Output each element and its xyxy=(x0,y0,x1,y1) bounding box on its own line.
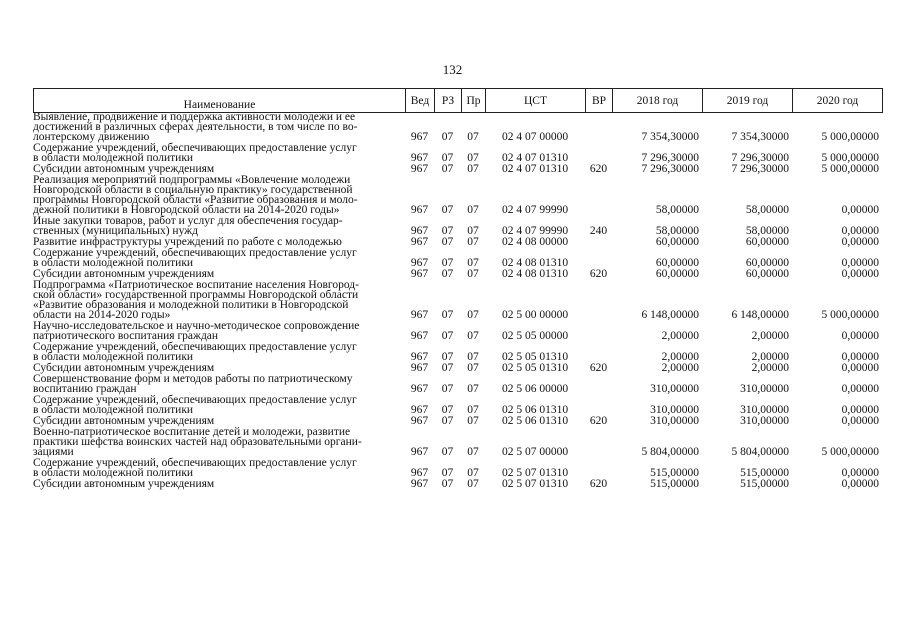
row-2019: 7 296,30000 xyxy=(731,152,789,164)
row-name xyxy=(33,342,405,363)
row-2018: 58,00000 xyxy=(655,204,699,216)
row-cst: 02 4 07 99990 xyxy=(501,204,569,216)
row-name xyxy=(33,280,405,321)
row-2020: 0,00000 xyxy=(841,330,879,342)
row-name-line: ской области» государственной программы Новгородской области xyxy=(33,289,359,301)
row-pr: 07 xyxy=(467,404,479,416)
row-ved: 967 xyxy=(410,415,429,427)
row-2019: 515,00000 xyxy=(740,478,789,490)
row-pr: 07 xyxy=(467,383,479,395)
row-2020: 5 000,00000 xyxy=(821,163,879,175)
row-2019: 58,00000 xyxy=(745,204,789,216)
row-2020: 0,00000 xyxy=(841,225,879,237)
row-cst: 02 5 07 01310 xyxy=(501,478,569,490)
row-name-line: ственных (муниципальных) нужд xyxy=(33,225,198,237)
row-name-line: Содержание учреждений, обеспечивающих предоставление услуг xyxy=(33,142,357,154)
row-name-line: дежной политики в Новгородской области на 2014-2020 годы» xyxy=(33,204,340,216)
row-cst: 02 5 06 00000 xyxy=(501,383,569,395)
row-name-line: Содержание учреждений, обеспечивающих предоставление услуг xyxy=(33,247,357,259)
row-ved: 967 xyxy=(410,404,429,416)
row-2020: 5 000,00000 xyxy=(821,446,879,458)
row-2019: 7 354,30000 xyxy=(731,131,789,143)
row-name-line: в области молодежной политики xyxy=(33,351,194,363)
row-rz: 07 xyxy=(441,404,454,416)
row-2019: 310,00000 xyxy=(740,415,789,427)
row-rz: 07 xyxy=(441,362,454,374)
table-row xyxy=(33,248,882,269)
row-pr: 07 xyxy=(467,163,479,175)
header-vr: ВР xyxy=(586,89,613,113)
row-vr xyxy=(585,458,612,479)
row-vr xyxy=(585,112,612,143)
row-name-line: Иные закупки товаров, работ и услуг для обеспечения государ- xyxy=(33,215,343,227)
row-name-line: в области молодежной политики xyxy=(33,467,194,479)
table-row xyxy=(33,479,882,490)
table-row xyxy=(33,374,882,395)
row-2020: 0,00000 xyxy=(841,268,879,280)
row-pr: 07 xyxy=(467,236,479,248)
row-2019: 5 804,00000 xyxy=(731,446,789,458)
row-vr xyxy=(585,280,612,321)
row-2018: 60,00000 xyxy=(655,268,699,280)
table-row xyxy=(33,143,882,164)
row-pr: 07 xyxy=(467,362,479,374)
header-2020: 2020 год xyxy=(793,89,883,113)
row-rz: 07 xyxy=(441,467,454,479)
table-row xyxy=(33,112,882,143)
row-pr: 07 xyxy=(467,152,479,164)
row-vr: 620 xyxy=(589,415,608,427)
row-name xyxy=(33,458,405,479)
row-name xyxy=(33,395,405,416)
row-2020: 0,00000 xyxy=(841,467,879,479)
row-2019: 58,00000 xyxy=(745,225,789,237)
row-cst: 02 5 05 01310 xyxy=(501,362,569,374)
row-2018: 60,00000 xyxy=(655,257,699,269)
row-2020: 0,00000 xyxy=(841,415,879,427)
row-rz: 07 xyxy=(441,268,454,280)
row-rz: 07 xyxy=(441,330,454,342)
row-ved: 967 xyxy=(410,446,429,458)
row-2020: 5 000,00000 xyxy=(821,131,879,143)
row-2018: 2,00000 xyxy=(661,351,699,363)
row-pr: 07 xyxy=(467,131,479,143)
table-row xyxy=(33,321,882,342)
row-name-line: Совершенствование форм и методов работы по патриотическому xyxy=(33,373,353,385)
row-2018: 310,00000 xyxy=(650,383,699,395)
row-name-line: в области молодежной политики xyxy=(33,257,194,269)
row-name-line: Субсидии автономным учреждениям xyxy=(33,362,215,374)
row-name-line: Содержание учреждений, обеспечивающих предоставление услуг xyxy=(33,457,357,469)
row-pr: 07 xyxy=(467,478,479,490)
row-rz: 07 xyxy=(441,478,454,490)
row-vr: 620 xyxy=(589,163,608,175)
header-cst: ЦСТ xyxy=(486,89,586,113)
row-2018: 310,00000 xyxy=(650,404,699,416)
row-ved: 967 xyxy=(410,257,429,269)
row-2019: 310,00000 xyxy=(740,383,789,395)
row-cst: 02 4 08 01310 xyxy=(501,257,569,269)
header-rz: РЗ xyxy=(435,89,462,113)
row-vr xyxy=(585,237,612,248)
row-rz: 07 xyxy=(441,383,454,395)
row-2018: 7 296,30000 xyxy=(641,163,699,175)
header-2018: 2018 год xyxy=(613,89,703,113)
row-ved: 967 xyxy=(410,152,429,164)
row-cst: 02 5 06 01310 xyxy=(501,404,569,416)
row-pr: 07 xyxy=(467,225,479,237)
header-pr: Пр xyxy=(462,89,486,113)
row-name-line: Субсидии автономным учреждениям xyxy=(33,163,215,175)
row-vr xyxy=(585,427,612,458)
row-name-line: области на 2014-2020 годы» xyxy=(33,309,171,321)
table-row xyxy=(33,342,882,363)
row-ved: 967 xyxy=(410,225,429,237)
row-name-line: патриотического воспитания граждан xyxy=(33,330,219,342)
row-2020: 0,00000 xyxy=(841,362,879,374)
row-ved: 967 xyxy=(410,478,429,490)
row-name xyxy=(33,479,405,490)
row-name-line: Научно-исследовательское и научно-методическое сопровождение xyxy=(33,320,360,332)
row-name xyxy=(33,427,405,458)
row-name-line: воспитанию граждан xyxy=(33,383,137,395)
row-name-line: Субсидии автономным учреждениям xyxy=(33,268,215,280)
row-name-line: Военно-патриотическое воспитание детей и молодежи, развитие xyxy=(33,426,351,438)
row-name xyxy=(33,175,405,216)
row-cst: 02 5 07 00000 xyxy=(501,446,569,458)
table-row xyxy=(33,395,882,416)
row-cst: 02 5 05 00000 xyxy=(501,330,569,342)
row-vr: 620 xyxy=(589,478,608,490)
row-cst: 02 4 07 01310 xyxy=(501,152,569,164)
row-2020: 0,00000 xyxy=(841,351,879,363)
row-name-line: лонтерскому движению xyxy=(33,131,150,143)
row-rz: 07 xyxy=(441,415,454,427)
row-ved: 967 xyxy=(410,204,429,216)
row-vr xyxy=(585,175,612,216)
row-2018: 58,00000 xyxy=(655,225,699,237)
header-name: Наименование xyxy=(34,89,406,113)
table-row xyxy=(33,280,882,321)
row-2020: 5 000,00000 xyxy=(821,309,879,321)
row-name xyxy=(33,321,405,342)
row-rz: 07 xyxy=(441,163,454,175)
row-vr xyxy=(585,321,612,342)
row-name-line: программы Новгородской области «Развитие образования и моло- xyxy=(33,194,358,206)
row-vr xyxy=(585,143,612,164)
row-name-line: достижений в различных сферах деятельности, в том числе по во- xyxy=(33,121,358,133)
row-pr: 07 xyxy=(467,257,479,269)
row-name-line: Содержание учреждений, обеспечивающих предоставление услуг xyxy=(33,341,357,353)
row-cst: 02 4 07 00000 xyxy=(501,131,569,143)
row-2018: 2,00000 xyxy=(661,362,699,374)
page-number: 132 xyxy=(442,62,463,77)
row-name xyxy=(33,112,405,143)
row-2020: 0,00000 xyxy=(841,383,879,395)
row-pr: 07 xyxy=(467,415,479,427)
row-cst: 02 5 00 00000 xyxy=(501,309,569,321)
row-2019: 6 148,00000 xyxy=(731,309,789,321)
row-ved: 967 xyxy=(410,236,429,248)
row-2019: 60,00000 xyxy=(745,236,789,248)
row-vr: 620 xyxy=(589,268,608,280)
row-ved: 967 xyxy=(410,268,429,280)
budget-table xyxy=(33,112,882,490)
row-cst: 02 5 06 01310 xyxy=(501,415,569,427)
row-rz: 07 xyxy=(441,351,454,363)
row-ved: 967 xyxy=(410,383,429,395)
row-name-line: Содержание учреждений, обеспечивающих предоставление услуг xyxy=(33,394,357,406)
row-2019: 515,00000 xyxy=(740,467,789,479)
header-ved: Вед xyxy=(406,89,435,113)
row-ved: 967 xyxy=(410,309,429,321)
row-2020: 0,00000 xyxy=(841,257,879,269)
row-2019: 60,00000 xyxy=(745,268,789,280)
row-cst: 02 5 07 01310 xyxy=(501,467,569,479)
row-name xyxy=(33,216,405,237)
row-name-line: Субсидии автономным учреждениям xyxy=(33,478,215,490)
row-2019: 60,00000 xyxy=(745,257,789,269)
row-pr: 07 xyxy=(467,330,479,342)
row-cst: 02 5 05 01310 xyxy=(501,351,569,363)
row-vr: 620 xyxy=(589,362,608,374)
row-ved: 967 xyxy=(410,467,429,479)
row-rz: 07 xyxy=(441,225,454,237)
row-pr: 07 xyxy=(467,467,479,479)
row-name-line: зациями xyxy=(33,446,74,458)
row-2020: 0,00000 xyxy=(841,236,879,248)
row-2020: 0,00000 xyxy=(841,204,879,216)
row-pr: 07 xyxy=(467,351,479,363)
row-ved: 967 xyxy=(410,131,429,143)
row-vr xyxy=(585,374,612,395)
table-row xyxy=(33,458,882,479)
row-cst: 02 4 07 99990 xyxy=(501,225,569,237)
row-pr: 07 xyxy=(467,309,479,321)
row-cst: 02 4 08 01310 xyxy=(501,268,569,280)
row-ved: 967 xyxy=(410,362,429,374)
row-pr: 07 xyxy=(467,204,479,216)
table-row xyxy=(33,175,882,216)
row-name xyxy=(33,374,405,395)
row-2018: 5 804,00000 xyxy=(641,446,699,458)
row-name-line: в области молодежной политики xyxy=(33,404,194,416)
row-2018: 310,00000 xyxy=(650,415,699,427)
row-name-line: Субсидии автономным учреждениям xyxy=(33,415,215,427)
row-2020: 0,00000 xyxy=(841,478,879,490)
row-name-line: Новгородской области в социальную практику» государственной xyxy=(33,184,353,196)
row-2018: 2,00000 xyxy=(661,330,699,342)
row-ved: 967 xyxy=(410,330,429,342)
row-rz: 07 xyxy=(441,152,454,164)
table-header xyxy=(33,88,883,113)
row-rz: 07 xyxy=(441,236,454,248)
row-vr: 240 xyxy=(589,225,608,237)
row-name xyxy=(33,248,405,269)
row-name-line: Подпрограмма «Патриотическое воспитание населения Новгород- xyxy=(33,279,359,291)
table-row xyxy=(33,216,882,237)
row-vr xyxy=(585,395,612,416)
row-rz: 07 xyxy=(441,257,454,269)
row-2020: 0,00000 xyxy=(841,404,879,416)
row-2018: 60,00000 xyxy=(655,236,699,248)
row-2019: 2,00000 xyxy=(751,362,789,374)
row-2019: 310,00000 xyxy=(740,404,789,416)
row-name-line: «Развитие образования и молодежной политики в Новгородской xyxy=(33,299,349,311)
row-vr xyxy=(585,248,612,269)
row-2018: 515,00000 xyxy=(650,467,699,479)
row-name-line: в области молодежной политики xyxy=(33,152,194,164)
row-rz: 07 xyxy=(441,131,454,143)
row-cst: 02 4 07 01310 xyxy=(501,163,569,175)
row-rz: 07 xyxy=(441,446,454,458)
row-name-line: практики шефства воинских частей над образовательными органи- xyxy=(33,436,362,448)
row-2020: 5 000,00000 xyxy=(821,152,879,164)
row-2018: 7 354,30000 xyxy=(641,131,699,143)
row-pr: 07 xyxy=(467,268,479,280)
row-name-line: Реализация мероприятий подпрограммы «Вовлечение молодежи xyxy=(33,174,351,186)
row-2019: 7 296,30000 xyxy=(731,163,789,175)
row-name-line: Развитие инфраструктуры учреждений по работе с молодежью xyxy=(33,236,342,248)
row-rz: 07 xyxy=(441,204,454,216)
row-ved: 967 xyxy=(410,163,429,175)
row-2018: 6 148,00000 xyxy=(641,309,699,321)
row-vr xyxy=(585,342,612,363)
row-name xyxy=(33,143,405,164)
row-name-line: Выявление, продвижение и поддержка активности молодежи и ее xyxy=(33,111,356,123)
row-rz: 07 xyxy=(441,309,454,321)
row-cst: 02 4 08 00000 xyxy=(501,236,569,248)
row-2019: 2,00000 xyxy=(751,351,789,363)
row-2019: 2,00000 xyxy=(751,330,789,342)
row-ved: 967 xyxy=(410,351,429,363)
table-row xyxy=(33,427,882,458)
header-2019: 2019 год xyxy=(703,89,793,113)
row-2018: 7 296,30000 xyxy=(641,152,699,164)
row-2018: 515,00000 xyxy=(650,478,699,490)
row-pr: 07 xyxy=(467,446,479,458)
